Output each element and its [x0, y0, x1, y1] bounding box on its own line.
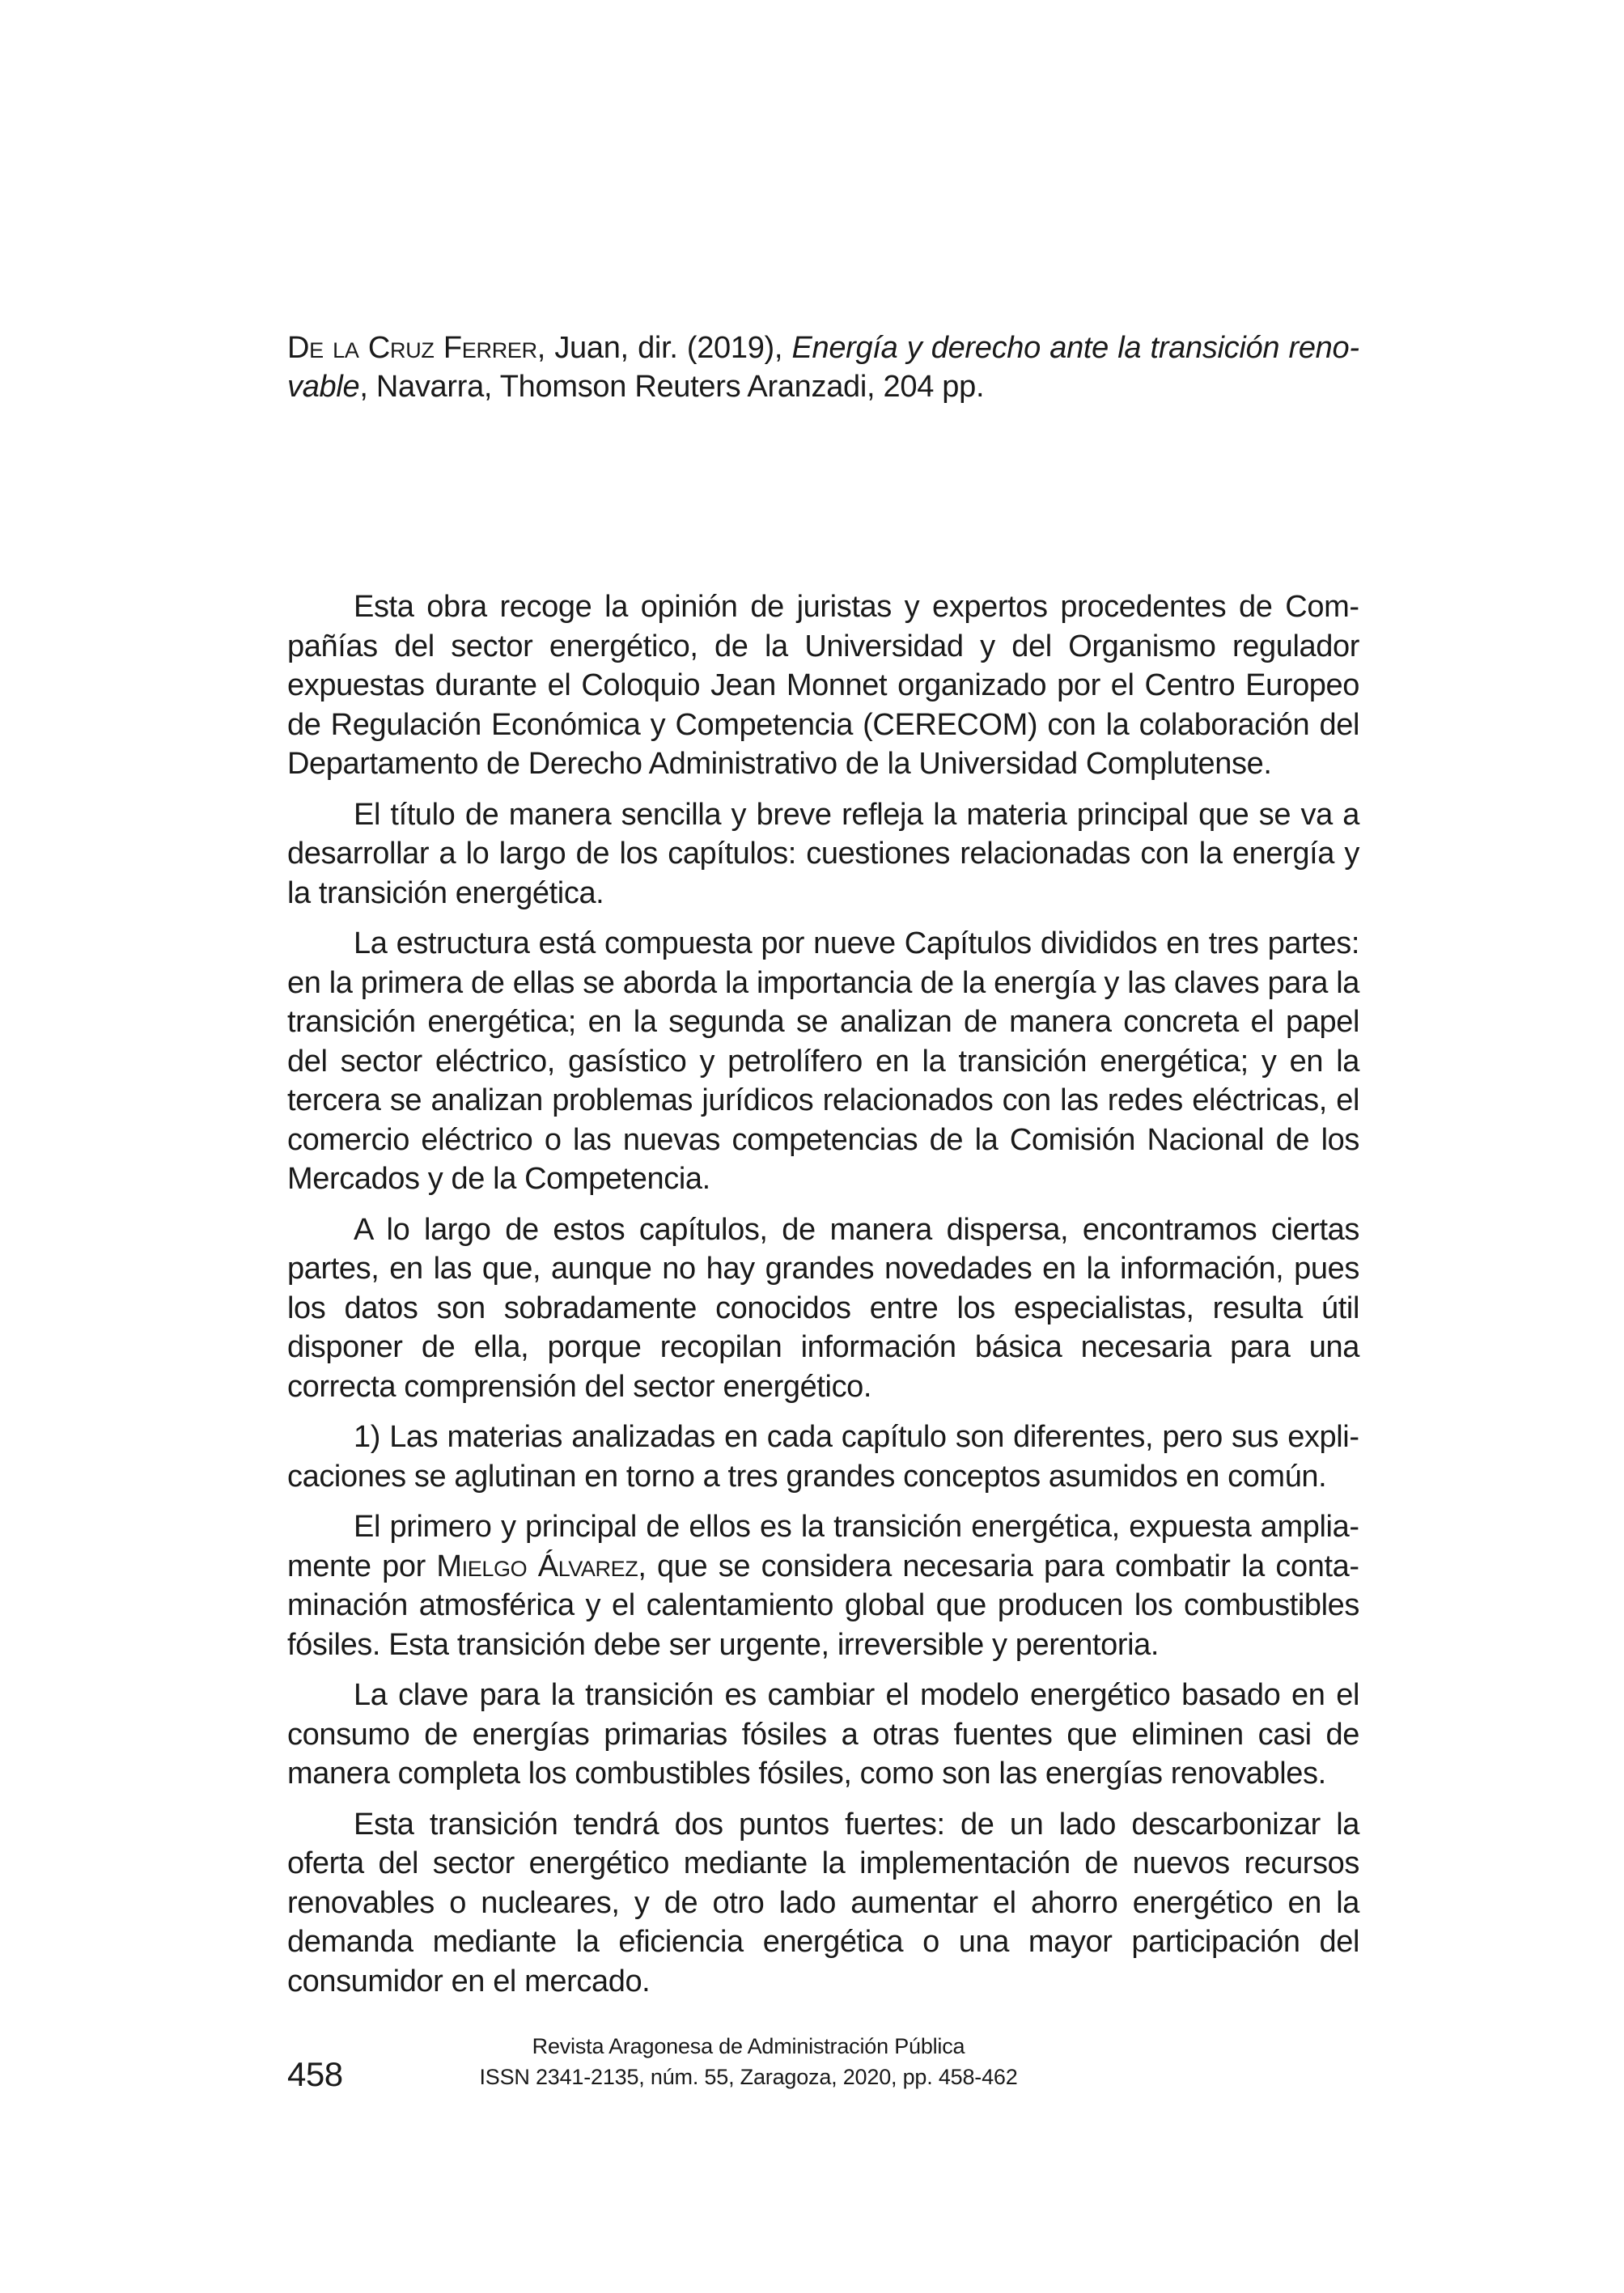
- paragraph: A lo largo de estos capítulos, de manera dispersa, encontramos ciertas partes, en las que, aunque no hay grandes novedades en la información, pues los datos son sobradamente conocidos entre los especialistas, resulta útil disponer de ella, porque recopilan información básica necesaria para una correcta comprensión del sector energético.: [287, 1212, 1359, 1404]
- citation-author-details: , Juan, dir. (2019),: [536, 331, 792, 365]
- paragraph: El título de manera sencilla y breve refleja la materia principal que se va a desarrollar a lo largo de los capítulos: cuestiones relacionadas con la energía y la transición energética.: [287, 797, 1359, 910]
- journal-name: Revista Aragonesa de Administración Pública: [532, 2034, 965, 2058]
- paragraph: La estructura está compuesta por nueve Capítulos divididos en tres partes: en la primera de ellas se aborda la importancia de la energía y las claves para la transición energética; en la segunda se analizan de manera concreta el papel del sector eléctrico, gasístico y petrolífero en la transición energética; y en la tercera se analizan problemas jurídicos relacionados con las redes eléctricas, el comercio eléctrico o las nuevas competencias de la Comisión Nacional de los Mercados y de la Competencia.: [287, 926, 1359, 1196]
- page-footer: [287, 2031, 1359, 2112]
- journal-details: ISSN 2341-2135, núm. 55, Zaragoza, 2020, pp. 458-462: [479, 2065, 1018, 2089]
- citation-author: De la Cruz Ferrer: [287, 331, 537, 365]
- journal-info: [384, 2031, 1113, 2092]
- paragraph: 1) Las materias analizadas en cada capítulo son diferentes, pero sus explicaciones se aglutinan en torno a tres grandes conceptos asumidos en común.: [287, 1420, 1359, 1494]
- paragraph-text: El primero y principal de ellos es la transición energética, expuesta ampliamente por: [287, 1510, 1359, 1583]
- citation-book-title: Energía y derecho ante la transición renovable: [287, 331, 1359, 404]
- paragraph: Esta obra recoge la opinión de juristas y expertos procedentes de Compañías del sector energético, de la Universidad y del Organismo regulador expuestas durante el Coloquio Jean Monnet organizado por el Centro Europeo de Regulación Económica y Competencia (CERECOM) con la colaboración del Departamento de Derecho Administrativo de la Universidad Complutense.: [287, 590, 1359, 781]
- paragraph: Esta transición tendrá dos puntos fuertes: de un lado descarbonizar la oferta del sector energético mediante la implementación de nuevos recursos renovables o nucleares, y de otro lado aumentar el ahorro energético en la demanda mediante la eficiencia energética o una mayor participación del consumidor en el mercado.: [287, 1807, 1359, 1998]
- paragraph-text: , que se considera necesaria para combatir la contaminación atmosférica y el calentamiento global que producen los combustibles fósiles. Esta transición debe ser urgente, irreversible y perentoria.: [287, 1549, 1360, 1662]
- paragraph: La clave para la transición es cambiar el modelo energético basado en el consumo de energías primarias fósiles a otras fuentes que eliminen casi de manera completa los combustibles fósiles, como son las energías renovables.: [287, 1678, 1359, 1791]
- cited-author: Mielgo Álvarez: [436, 1549, 638, 1583]
- bibliographic-citation: [287, 328, 1359, 406]
- citation-publication: , Navarra, Thomson Reuters Aranzadi, 204 pp.: [359, 370, 985, 404]
- paragraph: [287, 1507, 1359, 1664]
- review-body: [287, 587, 1359, 2012]
- page-number: 458: [287, 2055, 343, 2093]
